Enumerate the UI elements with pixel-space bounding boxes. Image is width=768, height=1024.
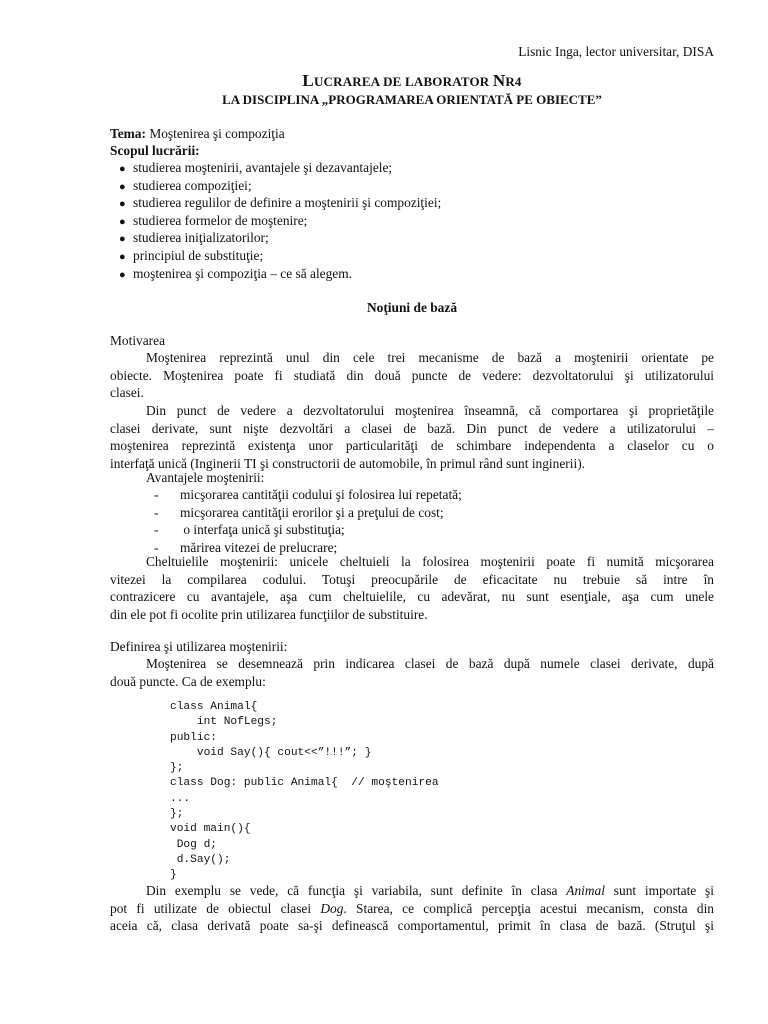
code-example: class Animal{ int NofLegs; public: void Say(){ cout<<”!!!”; } }; class Dog: public Animal{ // moştenirea ... }; void main(){ Dog d; d.Say(); } — [170, 701, 439, 882]
list-item: ● studierea moştenirii, avantajele şi dezavantajele; — [110, 159, 441, 177]
bullet-icon: ● — [119, 180, 126, 193]
bullet-icon: ● — [119, 198, 126, 211]
bullet-icon: ● — [119, 163, 126, 175]
title-mid: UCRAREA DE LABORATOR — [313, 74, 493, 89]
section-title: Noţiuni de bază — [366, 300, 458, 315]
tema-value: Moştenirea şi compoziţia — [145, 126, 285, 141]
class-name-animal: Animal — [566, 883, 605, 898]
lab-title — [110, 71, 714, 91]
scop-label: Scopul lucrării: — [110, 143, 200, 158]
advantages-heading: Avantajele moştenirii: — [146, 470, 265, 485]
class-name-dog: Dog — [320, 900, 344, 916]
bullet-icon: ● — [119, 233, 126, 246]
bullet-icon: ● — [119, 268, 126, 281]
motivarea-heading: Motivarea — [110, 333, 166, 348]
list-item: - o interfaţa unică şi substituţia; — [154, 522, 345, 538]
list-item: ● moştenirea şi compoziţia – ce să alegem. — [110, 265, 441, 283]
list-item: - micşorarea cantităţii erorilor şi a preţului de cost; — [154, 504, 444, 520]
final-paragraph: Din exemplu se vede, că funcţia şi variabila, sunt definite în clasa Animal sunt importate şi pot fi utilizate de obiectul clasei Dog. Starea, ce complică percepţia acestui mecanism, consta din aceia că, clasa derivată poate sa-şi definească comportamentul, primit în clasa de bază. (Struţul şi — [110, 883, 714, 934]
advantages-list — [154, 486, 462, 556]
definire-heading: Definirea şi utilizarea moştenirii: — [110, 639, 288, 654]
list-item: - mărirea vitezei de prelucrare; — [154, 539, 338, 555]
bullet-icon: ● — [119, 215, 126, 228]
title-end: R4 — [505, 74, 522, 89]
title-initial-l: L — [302, 71, 314, 90]
title-initial-n: N — [492, 71, 506, 90]
definire-paragraph: Moştenirea se desemnează prin indicarea clasei de bază după numele clasei derivate, după două puncte. Ca de exemplu: — [110, 656, 714, 689]
list-item: ● studierea formelor de moştenire; — [110, 212, 441, 230]
bullet-icon: ● — [119, 250, 126, 263]
author-line: Lisnic Inga, lector universitar, DISA — [518, 44, 714, 59]
goals-list — [110, 159, 441, 282]
list-item: ● studierea regulilor de definire a moştenirii şi compoziţiei; — [110, 194, 441, 212]
list-item: ● principiul de substituţie; — [110, 247, 441, 265]
list-item: ● studierea compoziţiei; — [110, 177, 441, 195]
costs-paragraph: Cheltuielile moştenirii: unicele cheltuieli la folosirea moştenirii poate fi numită micşorarea vitezei la compilarea codului. Totuşi preocupările de eficacitate nu trebuie să intre în contrazicere cu avantajele, aşa cum cheltuielile, cu adevărat, nu sunt esenţiale, aşa cum unele din ele pot fi ocolite prin utilizarea funcţiilor de substituire. — [110, 554, 714, 622]
discipline-title: LA DISCIPLINA „PROGRAMAREA ORIENTATĂ PE OBIECTE” — [222, 92, 602, 107]
motivarea-paragraph-1: Moştenirea reprezintă unul din cele trei mecanisme de bază a moştenirii orientate pe obiecte. Moştenirea poate fi studiată din două puncte de vedere: dezvoltatorului şi utilizatorului clasei. — [110, 350, 714, 401]
list-item: ● studierea iniţializatorilor; — [110, 229, 441, 247]
motivarea-paragraph-2: Din punct de vedere a dezvoltatorului moştenirea înseamnă, că comportarea şi proprietăţile clasei derivate, sunt nişte dezvoltări a clasei de bază. Din punct de vedere a utilizatorului – moştenirea reprezintă existenţa unor particularităţi de schimbare independenta a claselor cu o interfaţă unică (Inginerii TI şi constructorii de automobile, în primul rând sunt inginerii). — [110, 403, 714, 471]
tema-label: Tema: — [110, 126, 146, 141]
list-item: - micşorarea cantităţii codului şi folosirea lui repetată; — [154, 487, 462, 502]
tema-line — [110, 126, 285, 142]
